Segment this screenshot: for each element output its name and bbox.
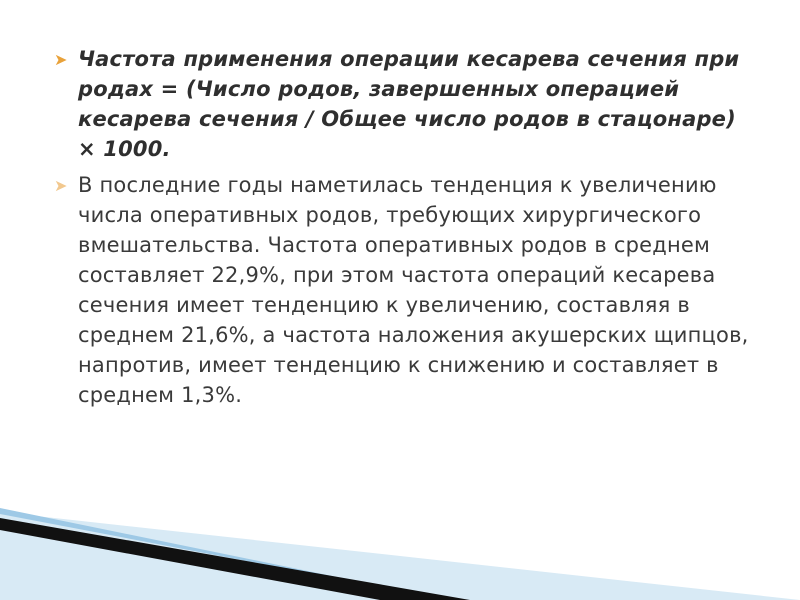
bullet-text-trend: В последние годы наметилась тенденция к увеличению числа оперативных родов, требующих хирургического вмешательства. Частота оперативных родов в среднем составляет 22,9%, при этом частота операций кесарева сечения имеет тенденцию к увеличению, составляя в среднем 21,6%, а частота наложения акушерских щипцов, напротив, имеет тенденцию к снижению и составляет в среднем 1,3%. (78, 173, 749, 407)
decorative-swoosh (0, 500, 800, 600)
bullet-item-formula (48, 44, 760, 164)
bullet-text-formula: Частота применения операции кесарева сечения при родах = (Число родов, завершенных операцией кесарева сечения / Общее число родов в стацонаре) × 1000. (78, 47, 740, 161)
bullet-item-trend (48, 170, 760, 410)
bullet-arrow-icon: ➤ (54, 50, 68, 69)
swoosh-light-band (0, 512, 800, 600)
bullet-arrow-icon: ➤ (54, 176, 68, 195)
slide-content (48, 44, 760, 416)
